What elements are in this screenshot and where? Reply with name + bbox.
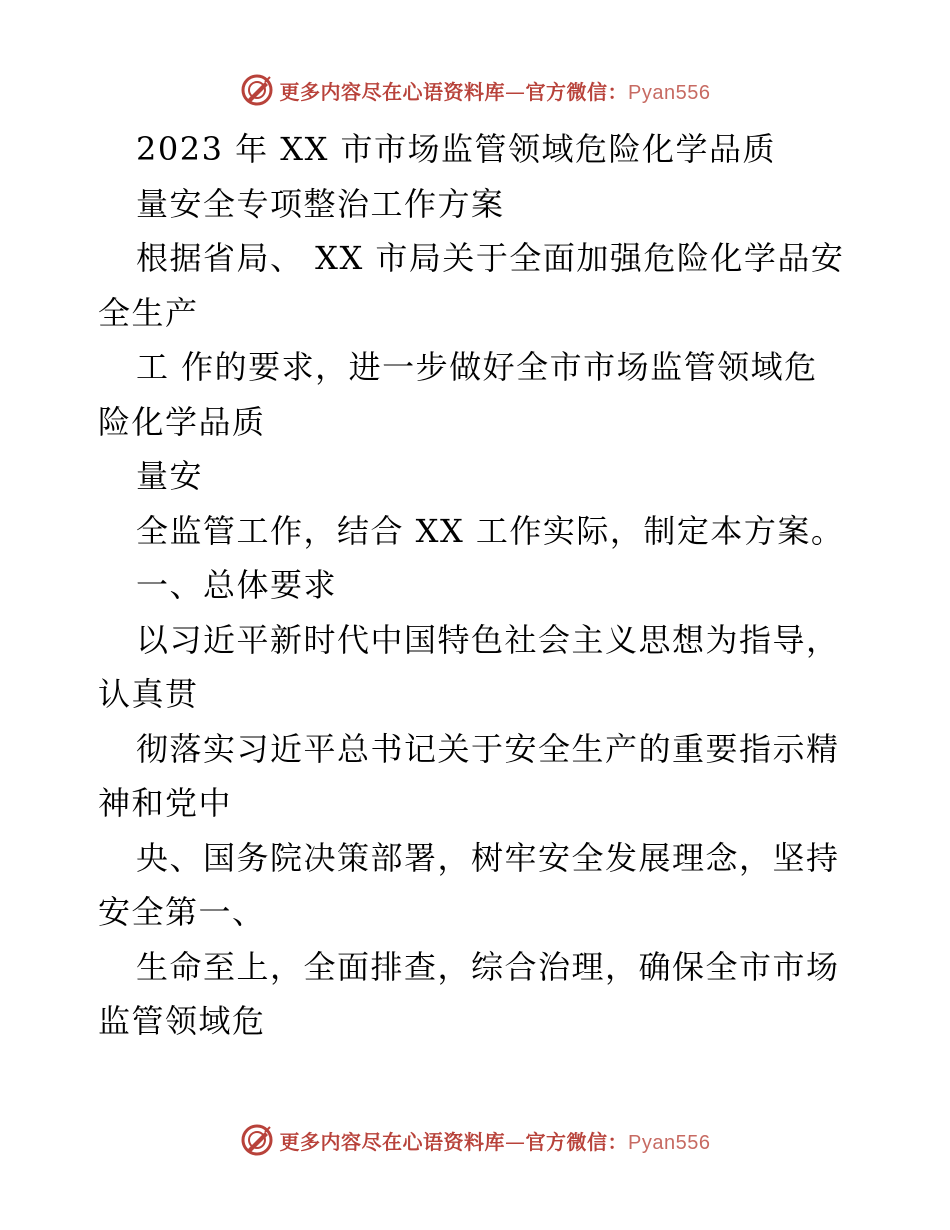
document-line: 生命至上，全面排查，综合治理，确保全市市场	[136, 947, 840, 986]
banner-official-label: 官方微信：	[525, 1129, 629, 1154]
banner-separator: —	[505, 79, 526, 104]
document-line: 2023 年 XX 市市场监管领域危险化学品质	[136, 130, 777, 168]
pen-circle-logo-icon	[240, 1123, 274, 1157]
banner-text	[280, 1126, 711, 1155]
banner-separator: —	[505, 1129, 526, 1154]
banner-official-label: 官方微信：	[525, 79, 629, 104]
document-line: 认真贯	[98, 675, 199, 713]
document-line: 央、国务院决策部署，树牢安全发展理念，坚持	[136, 838, 840, 877]
document-line: 神和党中	[98, 784, 233, 822]
footer-watermark-banner	[0, 1120, 950, 1160]
pen-circle-logo-icon	[240, 73, 274, 107]
section-heading: 一、总体要求	[136, 566, 338, 604]
banner-wechat-id: Pyan556	[628, 81, 711, 104]
banner-site-text: 更多内容尽在心语资料库	[279, 1129, 506, 1154]
document-line: 全监管工作，结合 XX 工作实际，制定本方案。	[136, 511, 845, 550]
document-line: 工 作的要求，进一步做好全市市场监管领域危	[136, 348, 818, 386]
document-line: 全生产	[98, 293, 199, 332]
document-body	[98, 122, 858, 1049]
header-watermark-banner	[0, 70, 950, 110]
document-line: 险化学品质	[98, 402, 266, 441]
document-line: 量安	[136, 457, 204, 495]
document-line: 彻落实习近平总书记关于安全生产的重要指示精	[136, 729, 840, 768]
banner-wechat-id: Pyan556	[628, 1131, 711, 1154]
banner-text	[280, 76, 711, 105]
document-line: 根据省局、 XX 市局关于全面加强危险化学品安	[136, 239, 845, 277]
document-line: 监管领域危	[98, 1002, 266, 1040]
document-line: 安全第一、	[98, 893, 266, 931]
banner-site-text: 更多内容尽在心语资料库	[279, 79, 506, 104]
document-line: 量安全专项整治工作方案	[136, 184, 505, 223]
document-line: 以习近平新时代中国特色社会主义思想为指导，	[136, 620, 840, 659]
